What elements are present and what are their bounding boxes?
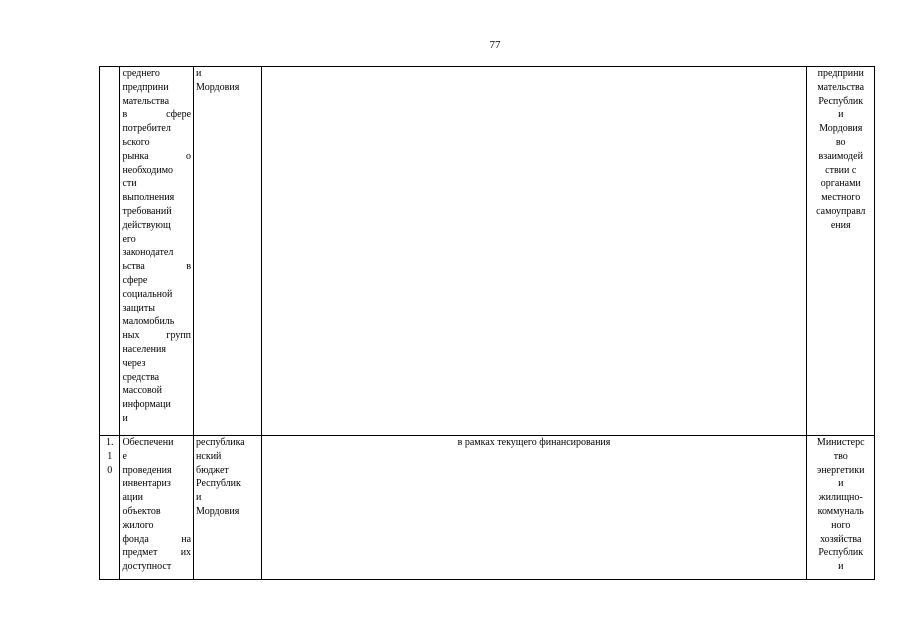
word: их: [180, 547, 192, 559]
word: групп: [166, 330, 192, 342]
text-line: Обеспечени: [122, 437, 174, 448]
table-body: [100, 67, 875, 580]
measure-name-cell: [120, 436, 194, 580]
financing-cell: [261, 67, 807, 436]
text-line: Мордовия: [196, 505, 240, 517]
word: предмет: [122, 547, 158, 559]
word: в: [122, 109, 128, 121]
financing-text: в рамках текущего финансирования: [457, 437, 611, 448]
justified-line: [122, 150, 191, 164]
text-line: необходимо: [122, 164, 174, 176]
text-line: коммуналь: [817, 505, 864, 517]
text-line: ствии с: [825, 164, 857, 176]
text-line: мательства: [122, 95, 170, 107]
text-line: Республик: [818, 95, 864, 107]
text-line: доступност: [122, 561, 172, 573]
text-line: местного: [821, 192, 861, 204]
justified-line: [122, 329, 191, 343]
text-line: ации: [122, 492, 143, 504]
text-line: е: [122, 450, 127, 462]
text-line: Мордовия: [819, 123, 863, 135]
text-line: населения: [122, 343, 166, 355]
text-line: сфере: [122, 274, 148, 286]
text-line: информаци: [122, 399, 171, 411]
text-line: Республик: [818, 547, 864, 559]
text-line: социальной: [122, 288, 173, 300]
word: сфере: [166, 109, 192, 121]
text-line: республика: [196, 437, 245, 448]
word: в: [186, 261, 192, 273]
word: фонда: [122, 533, 149, 545]
page-number: 77: [489, 39, 501, 51]
funding-source-cell: [194, 436, 261, 580]
text-line: нский: [196, 450, 222, 462]
text-line: Министерс: [816, 437, 865, 448]
word: ных: [122, 330, 140, 342]
text-line: средства: [122, 371, 160, 383]
text-line: потребител: [122, 123, 171, 135]
text-line: массовой: [122, 385, 163, 397]
text-line: взаимодей: [818, 150, 863, 162]
funding-source-cell: [194, 67, 261, 436]
text-line: во: [835, 136, 846, 148]
text-line: хозяйства: [820, 533, 862, 545]
text-line: жилищно-: [818, 492, 863, 504]
text-line: 0: [107, 464, 113, 476]
justified-line: [122, 546, 191, 560]
text-line: проведения: [122, 464, 172, 476]
text-line: защиты: [122, 302, 155, 314]
text-line: Мордовия: [196, 81, 240, 93]
text-line: объектов: [122, 505, 161, 517]
text-line: выполнения: [122, 192, 175, 204]
text-line: бюджет: [196, 464, 229, 476]
text-line: Республик: [196, 478, 241, 490]
word: рынка: [122, 150, 149, 162]
text-line: и: [196, 68, 202, 79]
text-line: и: [838, 109, 844, 121]
word: о: [186, 150, 192, 162]
text-line: ного: [831, 519, 851, 531]
justified-line: [122, 260, 191, 274]
text-line: и: [122, 412, 128, 424]
text-line: сти: [122, 178, 137, 190]
text-line: самоуправл: [816, 205, 866, 217]
text-line: тво: [833, 450, 848, 462]
executor-cell: [807, 436, 875, 580]
text-line: среднего: [122, 68, 160, 79]
text-line: предприни: [122, 81, 169, 93]
table-row: [100, 436, 875, 580]
text-line: законодател: [122, 247, 174, 259]
text-line: предприни: [817, 68, 864, 79]
text-line: через: [122, 357, 146, 369]
text-line: и: [196, 492, 202, 504]
text-line: требований: [122, 205, 172, 217]
text-line: и: [838, 561, 844, 573]
text-line: маломобиль: [122, 316, 175, 328]
measures-table: [99, 66, 875, 580]
word: на: [181, 533, 192, 545]
word: ьства: [122, 261, 145, 273]
text-line: ьского: [122, 136, 150, 148]
text-line: действующ: [122, 219, 171, 231]
financing-cell: [261, 436, 807, 580]
text-line: и: [838, 478, 844, 490]
text-line: жилого: [122, 519, 154, 531]
row-number-cell: [100, 67, 120, 436]
executor-cell: [807, 67, 875, 436]
text-line: 1: [107, 450, 113, 462]
justified-line: [122, 108, 191, 122]
text-line: органами: [820, 178, 861, 190]
table-row: [100, 67, 875, 436]
justified-line: [122, 533, 191, 547]
text-line: мательства: [817, 81, 865, 93]
text-line: его: [122, 233, 136, 245]
text-line: энергетики: [817, 464, 865, 476]
measure-name-cell: [120, 67, 194, 436]
text-line: инвентариз: [122, 478, 171, 490]
text-line: 1.: [105, 437, 114, 448]
text-line: ения: [830, 219, 851, 231]
row-number-cell: [100, 436, 120, 580]
